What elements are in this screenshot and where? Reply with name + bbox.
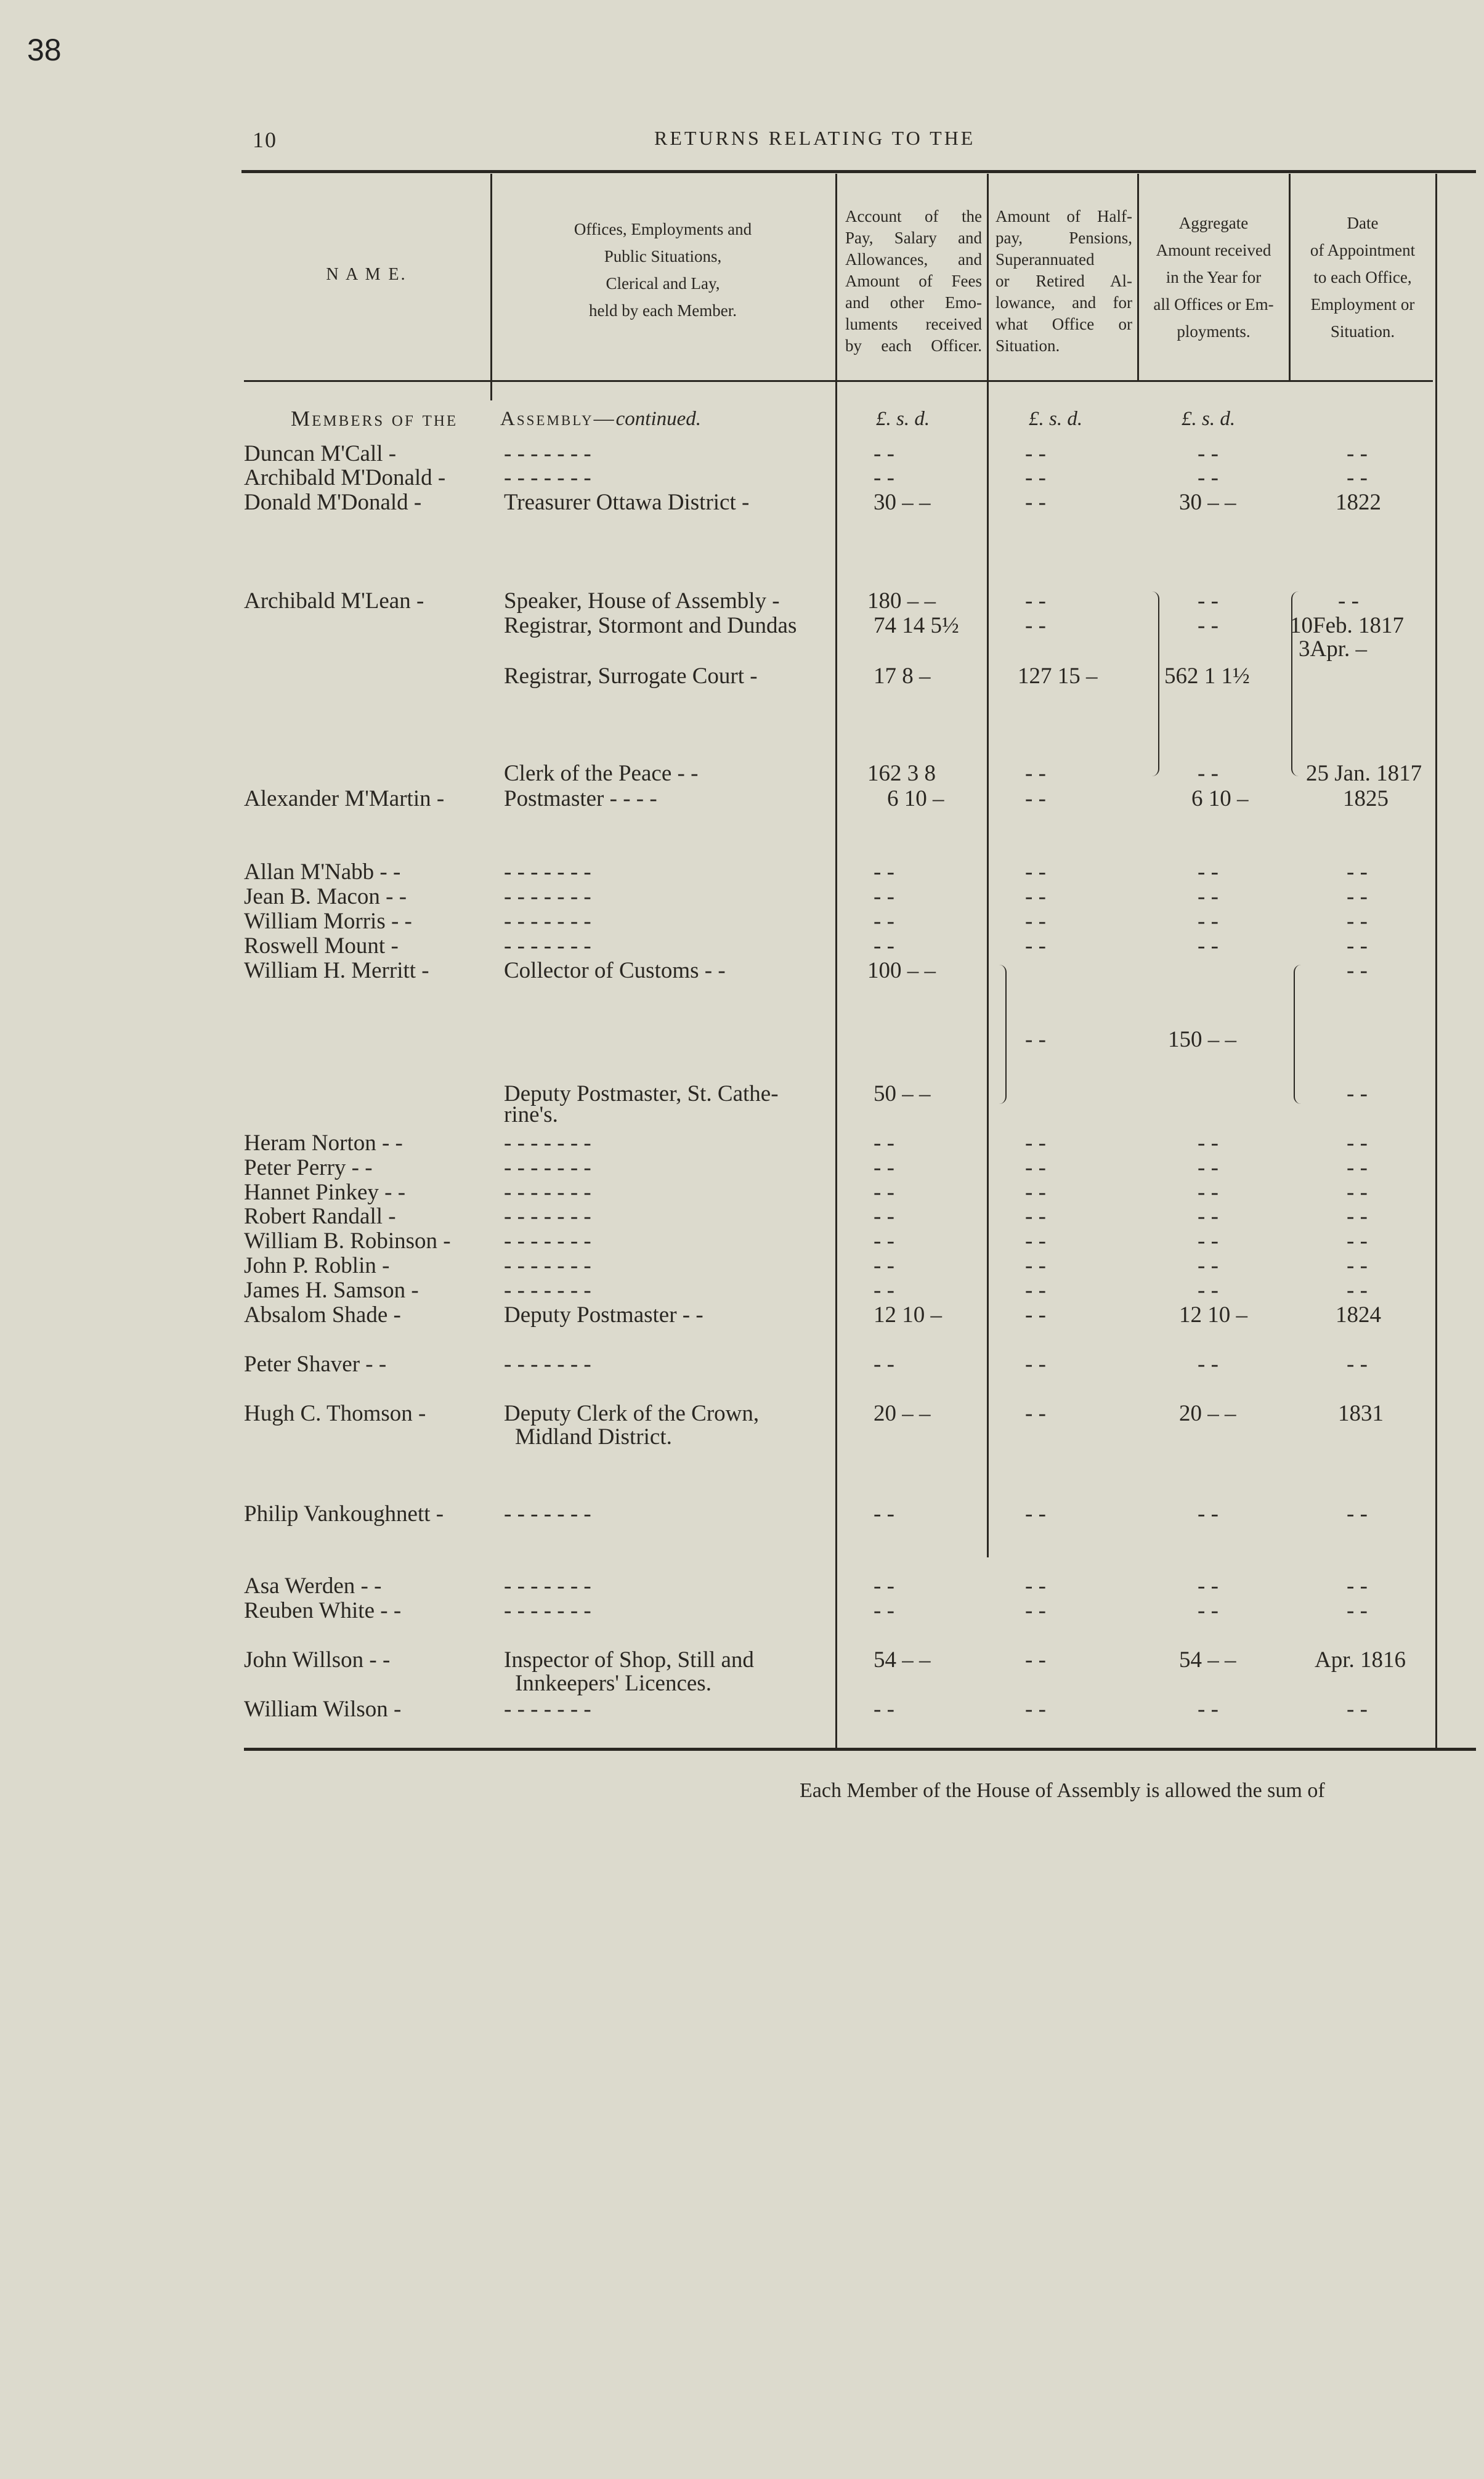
row-name: Archibald M'Donald - [244, 465, 446, 490]
row-aggregate: - - [1198, 1697, 1218, 1722]
row-date: - - [1347, 441, 1368, 466]
row-name: James H. Samson - [244, 1278, 419, 1303]
row-office: - - - - - - - [504, 933, 591, 959]
row-office-continued: rine's. [504, 1102, 558, 1127]
row-name: Absalom Shade - [244, 1302, 401, 1328]
row-date: - - [1347, 1204, 1368, 1229]
header-bottom-rule [244, 380, 1433, 382]
row-date: Apr. 1816 [1315, 1647, 1406, 1673]
row-aggregate: - - [1198, 909, 1218, 934]
row-aggregate: - - [1198, 1573, 1218, 1599]
header-aggregate-line: Aggregate [1178, 214, 1249, 232]
header-name: N A M E. [326, 265, 407, 284]
row-aggregate: 54 – – [1179, 1647, 1236, 1673]
row-account: - - [874, 909, 894, 934]
row-date: - - [1347, 1253, 1368, 1278]
row-name: Asa Werden - - [244, 1573, 382, 1599]
aggregate-brace-left [1149, 591, 1159, 776]
column-divider [1435, 174, 1437, 1748]
row-office: - - - - - - - [504, 1598, 591, 1623]
row-name: Robert Randall - [244, 1204, 396, 1229]
row-office: - - - - - - - [504, 1501, 591, 1527]
header-halfpay [995, 206, 1132, 357]
header-offices-line: Public Situations, [604, 247, 722, 266]
row-date: 10Feb. 1817 [1290, 613, 1404, 638]
row-date: 1831 [1338, 1401, 1384, 1426]
row-halfpay: 127 15 – [1018, 663, 1098, 689]
header-account-line: by each Officer. [845, 336, 982, 355]
row-date: - - [1347, 1573, 1368, 1599]
row-halfpay: - - [1025, 859, 1046, 885]
row-aggregate: - - [1198, 1155, 1218, 1180]
row-account: - - [874, 1573, 894, 1599]
row-account: - - [874, 1501, 894, 1527]
date-brace-merritt [1294, 965, 1304, 1104]
row-office: - - - - - - - [504, 1228, 591, 1254]
row-account: - - [874, 1278, 894, 1303]
row-account: - - [874, 1228, 894, 1254]
row-date: - - [1347, 1228, 1368, 1254]
row-name: William B. Robinson - [244, 1228, 451, 1254]
header-halfpay-line: Superannuated [995, 250, 1095, 269]
row-date: - - [1347, 909, 1368, 934]
row-halfpay: - - [1025, 1130, 1046, 1156]
row-date: - - [1347, 1130, 1368, 1156]
column-divider [987, 174, 989, 1557]
row-halfpay: - - [1025, 1027, 1046, 1052]
row-name: Philip Vankoughnett - [244, 1501, 444, 1527]
row-account: 50 – – [874, 1081, 931, 1106]
halfpay-brace-left [997, 965, 1007, 1104]
row-office: - - - - - - - [504, 1352, 591, 1377]
row-office: - - - - - - - [504, 465, 591, 490]
row-halfpay: - - [1025, 1501, 1046, 1527]
header-account-line: Account of the [845, 207, 982, 225]
row-name: John P. Roblin - [244, 1253, 390, 1278]
row-aggregate: - - [1198, 1278, 1218, 1303]
row-date: 1822 [1336, 490, 1381, 515]
row-account: - - [874, 1180, 894, 1205]
row-aggregate: - - [1198, 933, 1218, 959]
currency-header-account: £. s. d. [876, 408, 930, 430]
header-halfpay-line: what Office or [995, 315, 1132, 333]
row-aggregate: 20 – – [1179, 1401, 1236, 1426]
row-aggregate: - - [1198, 1598, 1218, 1623]
row-office: - - - - - - - [504, 859, 591, 885]
row-date: - - [1347, 1180, 1368, 1205]
row-aggregate: - - [1198, 1228, 1218, 1254]
section-label-assembly: Assembly— [500, 408, 616, 430]
header-account-line: and other Emo- [845, 293, 982, 312]
row-halfpay: - - [1025, 1573, 1046, 1599]
row-office: - - - - - - - [504, 884, 591, 909]
row-date: - - [1347, 859, 1368, 885]
row-name: Jean B. Macon - - [244, 884, 407, 909]
row-date: - - [1347, 1501, 1368, 1527]
header-aggregate-line: all Offices or Em- [1153, 295, 1274, 314]
row-account: - - [874, 441, 894, 466]
header-halfpay-line: pay, Pensions, [995, 229, 1132, 247]
header-halfpay-line: lowance, and for [995, 293, 1132, 312]
row-aggregate: 562 1 1½ [1164, 663, 1250, 689]
header-halfpay-line: or Retired Al- [995, 272, 1132, 290]
section-label-name: Members of the [291, 407, 458, 431]
column-divider [490, 174, 492, 400]
row-account: 162 3 8 [867, 761, 936, 786]
row-aggregate: - - [1198, 1204, 1218, 1229]
row-account: 6 10 – [887, 786, 944, 811]
running-head: RETURNS RELATING TO THE [654, 127, 976, 149]
row-office: Registrar, Stormont and Dundas [504, 613, 797, 638]
row-date: - - [1347, 1278, 1368, 1303]
header-account [845, 206, 982, 357]
row-account: - - [874, 884, 894, 909]
header-offices-line: Offices, Employments and [574, 220, 752, 238]
row-date: - - [1347, 1155, 1368, 1180]
row-office: - - - - - - - [504, 1180, 591, 1205]
row-office: Registrar, Surrogate Court - [504, 663, 758, 689]
row-halfpay: - - [1025, 786, 1046, 811]
row-date: - - [1347, 1352, 1368, 1377]
footnote: Each Member of the House of Assembly is allowed the sum of [800, 1779, 1325, 1802]
row-account: 12 10 – [874, 1302, 942, 1328]
row-account: - - [874, 1130, 894, 1156]
header-aggregate-line: in the Year for [1166, 268, 1262, 286]
row-halfpay: - - [1025, 1302, 1046, 1328]
header-account-line: luments received [845, 315, 982, 333]
folio-number: 10 [253, 128, 277, 152]
header-account-line: Amount of Fees [845, 272, 982, 290]
row-name: Heram Norton - - [244, 1130, 403, 1156]
row-office: - - - - - - - [504, 1697, 591, 1722]
row-name: Reuben White - - [244, 1598, 402, 1623]
row-date: - - [1347, 465, 1368, 490]
row-account: - - [874, 465, 894, 490]
header-account-line: Pay, Salary and [845, 229, 982, 247]
row-office: - - - - - - - [504, 909, 591, 934]
section-label-office [500, 407, 701, 431]
row-office: Postmaster - - - - [504, 786, 657, 811]
row-halfpay: - - [1025, 465, 1046, 490]
row-date: 1825 [1343, 786, 1389, 811]
row-office: Inspector of Shop, Still and [504, 1647, 754, 1673]
row-halfpay: - - [1025, 1697, 1046, 1722]
row-halfpay: - - [1025, 1647, 1046, 1673]
column-divider [1137, 174, 1139, 382]
currency-header-aggregate: £. s. d. [1182, 408, 1236, 430]
row-aggregate: - - [1198, 441, 1218, 466]
row-name: Roswell Mount - [244, 933, 399, 959]
header-aggregate-line: Amount received [1156, 241, 1271, 259]
row-aggregate: - - [1198, 1253, 1218, 1278]
currency-header-halfpay: £. s. d. [1029, 408, 1083, 430]
row-name: Duncan M'Call - [244, 441, 397, 466]
row-account: 100 – – [867, 958, 936, 983]
row-aggregate: 6 10 – [1191, 786, 1249, 811]
header-date-line: to each Office, [1313, 268, 1412, 286]
header-date-line: Date [1347, 214, 1379, 232]
row-aggregate: - - [1198, 1501, 1218, 1527]
row-account: 17 8 – [874, 663, 931, 689]
header-halfpay-line: Situation. [995, 336, 1060, 355]
row-office: - - - - - - - [504, 1130, 591, 1156]
row-account: - - [874, 1697, 894, 1722]
header-date-line: Situation. [1330, 322, 1395, 341]
row-aggregate: - - [1198, 1180, 1218, 1205]
row-account: 74 14 5½ [874, 613, 959, 638]
row-aggregate: - - [1198, 884, 1218, 909]
row-office: Deputy Postmaster - - [504, 1302, 703, 1328]
row-office: - - - - - - - [504, 1155, 591, 1180]
table-top-rule [241, 170, 1476, 173]
row-name: Peter Perry - - [244, 1155, 373, 1180]
row-aggregate: - - [1198, 465, 1218, 490]
row-halfpay: - - [1025, 1401, 1046, 1426]
section-label-continued: continued. [615, 408, 702, 430]
row-aggregate: - - [1198, 761, 1218, 786]
row-aggregate: 150 – – [1168, 1027, 1236, 1052]
row-name: William H. Merritt - [244, 958, 429, 983]
row-aggregate: 12 10 – [1179, 1302, 1247, 1328]
row-name: Alexander M'Martin - [244, 786, 445, 811]
header-offices [497, 216, 829, 324]
row-aggregate: - - [1198, 588, 1218, 614]
row-name: William Wilson - [244, 1697, 402, 1722]
column-divider [835, 174, 837, 1748]
row-office: - - - - - - - [504, 1204, 591, 1229]
row-account: - - [874, 1352, 894, 1377]
header-date-line: of Appointment [1310, 241, 1416, 259]
row-name: Archibald M'Lean - [244, 588, 424, 614]
row-halfpay: - - [1025, 1204, 1046, 1229]
column-divider [1289, 174, 1291, 382]
row-date: - - [1347, 933, 1368, 959]
row-account: - - [874, 1253, 894, 1278]
row-halfpay: - - [1025, 884, 1046, 909]
row-aggregate: - - [1198, 613, 1218, 638]
row-office: - - - - - - - [504, 441, 591, 466]
header-aggregate [1141, 209, 1286, 345]
row-name: Peter Shaver - - [244, 1352, 387, 1377]
header-account-line: Allowances, and [845, 250, 982, 269]
row-aggregate: 30 – – [1179, 490, 1236, 515]
row-account: 30 – – [874, 490, 931, 515]
header-date [1292, 209, 1433, 345]
row-office: Deputy Postmaster, St. Cathe- [504, 1081, 779, 1106]
row-office: Deputy Clerk of the Crown, [504, 1401, 760, 1426]
row-account: 54 – – [874, 1647, 931, 1673]
row-account: 180 – – [867, 588, 936, 614]
header-aggregate-line: ployments. [1177, 322, 1251, 341]
row-date: - - [1347, 1081, 1368, 1106]
row-name: Donald M'Donald - [244, 490, 422, 515]
row-halfpay: - - [1025, 1278, 1046, 1303]
row-office: Speaker, House of Assembly - [504, 588, 780, 614]
table-bottom-rule [244, 1748, 1476, 1751]
row-name: Hannet Pinkey - - [244, 1180, 406, 1205]
header-offices-line: Clerical and Lay, [606, 274, 720, 293]
row-account: - - [874, 1155, 894, 1180]
row-office: - - - - - - - [504, 1573, 591, 1599]
page-number: 38 [27, 33, 62, 67]
row-account: - - [874, 1204, 894, 1229]
row-halfpay: - - [1025, 588, 1046, 614]
row-halfpay: - - [1025, 761, 1046, 786]
row-office-continued: Midland District. [515, 1424, 672, 1450]
row-date: - - [1347, 884, 1368, 909]
header-date-line: Employment or [1310, 295, 1415, 314]
row-halfpay: - - [1025, 1352, 1046, 1377]
row-date: 25 Jan. 1817 [1306, 761, 1422, 786]
row-office: - - - - - - - [504, 1278, 591, 1303]
row-office: - - - - - - - [504, 1253, 591, 1278]
row-name: Allan M'Nabb - - [244, 859, 401, 885]
row-halfpay: - - [1025, 909, 1046, 934]
row-aggregate: - - [1198, 859, 1218, 885]
row-name: John Willson - - [244, 1647, 391, 1673]
row-halfpay: - - [1025, 1598, 1046, 1623]
date-brace-right [1291, 591, 1301, 776]
row-account: - - [874, 1598, 894, 1623]
row-date: 3Apr. – [1299, 636, 1367, 662]
header-offices-line: held by each Member. [589, 301, 737, 320]
row-name: William Morris - - [244, 909, 412, 934]
row-date: - - [1347, 1598, 1368, 1623]
row-halfpay: - - [1025, 933, 1046, 959]
row-office-continued: Innkeepers' Licences. [515, 1671, 712, 1696]
row-account: - - [874, 859, 894, 885]
row-halfpay: - - [1025, 490, 1046, 515]
row-account: - - [874, 933, 894, 959]
row-halfpay: - - [1025, 1180, 1046, 1205]
row-date: - - [1347, 958, 1368, 983]
row-halfpay: - - [1025, 1155, 1046, 1180]
row-date: 1824 [1336, 1302, 1381, 1328]
row-office: Treasurer Ottawa District - [504, 490, 750, 515]
row-halfpay: - - [1025, 1228, 1046, 1254]
row-halfpay: - - [1025, 441, 1046, 466]
row-name: Hugh C. Thomson - [244, 1401, 426, 1426]
row-date: - - [1338, 588, 1359, 614]
row-office: Clerk of the Peace - - [504, 761, 699, 786]
row-halfpay: - - [1025, 613, 1046, 638]
row-date: - - [1347, 1697, 1368, 1722]
header-halfpay-line: Amount of Half- [995, 207, 1132, 225]
row-aggregate: - - [1198, 1130, 1218, 1156]
row-halfpay: - - [1025, 1253, 1046, 1278]
row-account: 20 – – [874, 1401, 931, 1426]
row-office: Collector of Customs - - [504, 958, 726, 983]
row-aggregate: - - [1198, 1352, 1218, 1377]
